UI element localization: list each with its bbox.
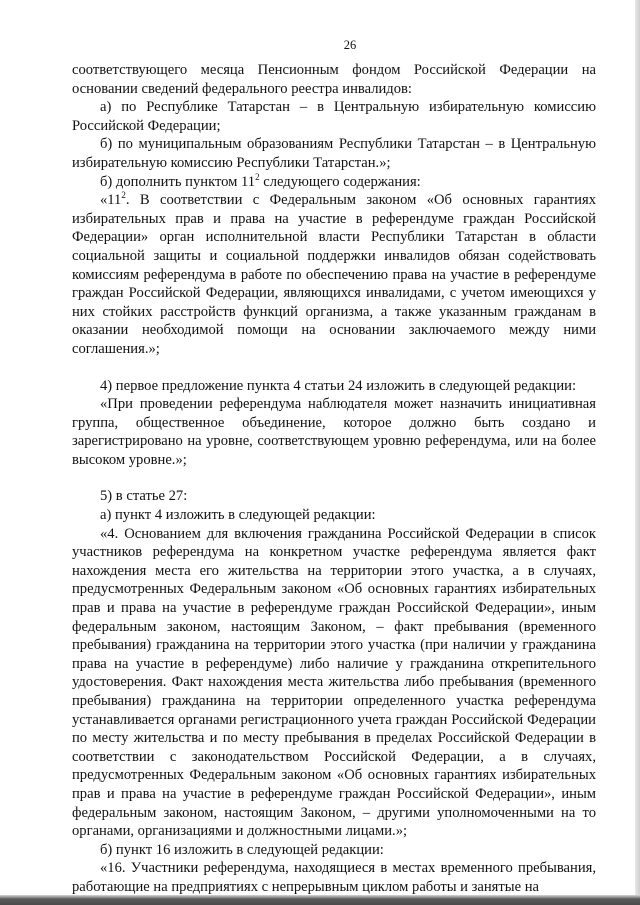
paragraph-continuation: соответствующего месяца Пенсионным фондом Российской Федерации на основании сведений федерального реестра инвалидов: [72,62,596,97]
scan-edge-right [635,0,640,905]
paragraph-point-11-2-text [72,191,596,358]
paragraph-add-point-11-2 [72,173,596,192]
paragraph-point-16-text: «16. Участники референдума, находящиеся в местах временного пребывания, работающие на предприятиях с непрерывным циклом работы и занятые на [72,860,596,895]
paragraph-observer-text: «При проведении референдума наблюдателя может назначить инициативная группа, общественное объединение, которое должно быть создано и зарегистрировано на уровне, соответствующем уровню референдума, или на более высоком уровне.»; [72,396,596,468]
document-body [72,61,596,897]
paragraph-item-5: 5) в статье 27: [100,488,188,505]
paragraph-item-5b: б) пункт 16 изложить в следующей редакции: [100,841,384,858]
page-number: 26 [343,38,357,52]
scan-edge-bottom [0,895,640,905]
superscript: 2 [121,190,126,201]
paragraph-text: . В соответствии с Федеральным законом «Об основных гарантиях избирательных прав и права на участие в референдуме граждан Российской Федерации» орган исполнительной власти Республики Татарстан в области социальной защиты и социальной поддержки инвалидов обязан содействовать комиссиям референдума в работе по обеспечению права на участие в референдуме граждан Российской Федерации, являющихся инвалидами, с учетом имеющихся у них стойких расстройств функций организма, а также указанным гражданам в оказании необходимой помощи на основании заключаемого между ними соглашения.»; [72,192,596,357]
paragraph-item-b-municipal: б) по муниципальным образованиям Республики Татарстан – в Центральную избирательную комиссию Республики Татарстан.»; [72,136,596,171]
paragraph-item-5a: а) пункт 4 изложить в следующей редакции: [100,507,376,524]
paragraph-item-a-tatarstan: а) по Республике Татарстан – в Центральную избирательную комиссию Российской Федерации; [72,99,596,134]
paragraph-point-4-text: «4. Основанием для включения гражданина Российской Федерации в список участников референдума на конкретном участке референдума является факт нахождения места его жительства на территории этого участка, а в случаях, предусмотренных Федеральным законом «Об основных гарантиях избирательных прав и права на участие в референдуме граждан Российской Федерации», иным федеральным законом, настоящим Законом, – факт пребывания (временного пребывания) гражданина на территории этого участка (при наличии у гражданина права на участие в референдуме) либо наличие у гражданина открепительного удостоверения. Факт нахождения места жительства либо пребывания (временного пребывания) гражданина на территории определенного участка референдума устанавливается органами регистрационного учета граждан Российской Федерации по месту жительства и по месту пребывания в пределах Российской Федерации в соответствии с законодательством Российской Федерации, а в случаях, предусмотренных Федеральным законом «Об основных гарантиях избирательных прав и права на участие в референдуме граждан Российской Федерации», иным федеральным законом, настоящим Законом, – другими уполномоченными на то органами, организациями и должностными лицами.»; [72,525,596,840]
paragraph-text: «11 [100,192,122,209]
paragraph-text: следующего содержания: [259,173,421,190]
superscript: 2 [255,171,260,182]
paragraph-item-4: 4) первое предложение пункта 4 статьи 24 изложить в следующей редакции: [100,377,577,394]
paragraph-text: б) дополнить пунктом 11 [100,173,256,190]
